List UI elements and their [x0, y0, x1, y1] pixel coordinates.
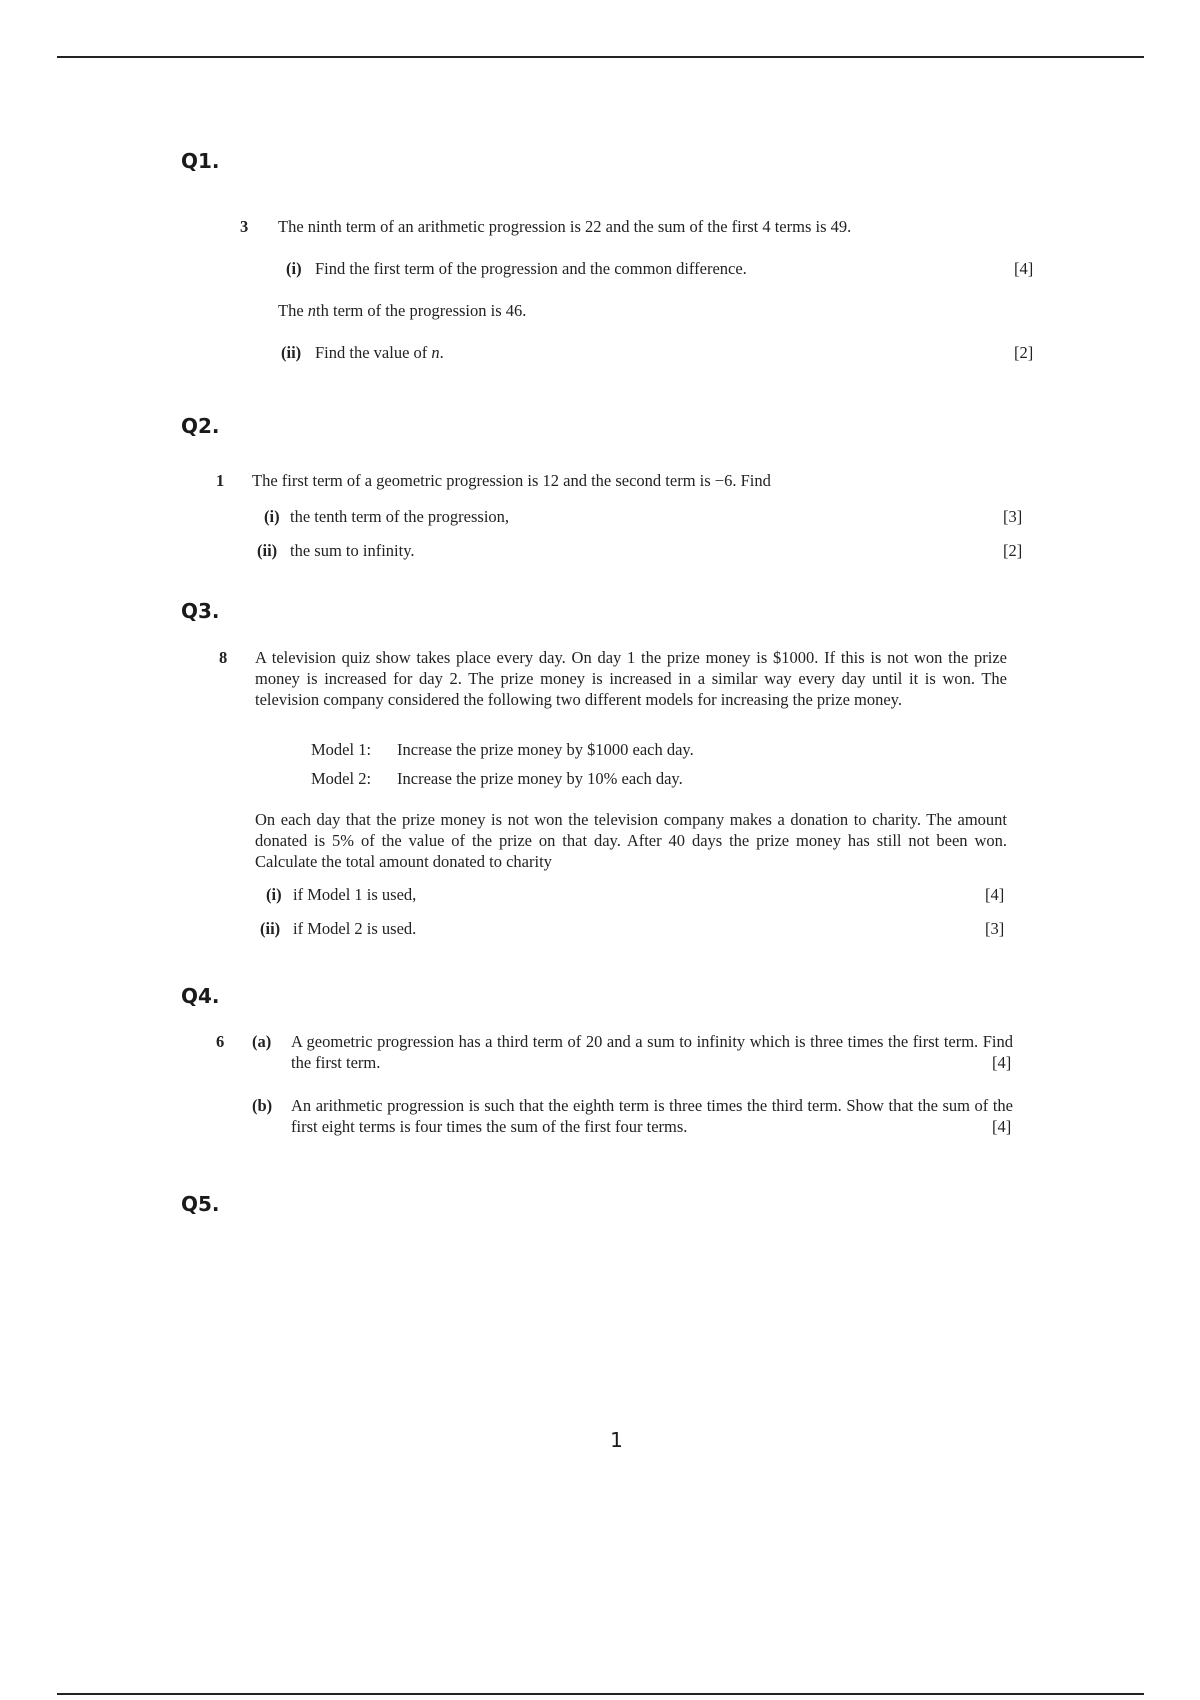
q1-nth-term-statement [278, 300, 526, 321]
q4-part-b-marks: [4] [992, 1117, 1012, 1136]
q3-model-2-text: Increase the prize money by 10% each day. [397, 769, 683, 788]
top-rule [57, 56, 1144, 58]
q1-nth-term-rest: th term of the progression is 46. [316, 301, 527, 320]
q1-nth-term-var: n [307, 301, 317, 320]
q1-part-ii-text [315, 342, 444, 363]
q1-part-i-marks: [4] [1014, 259, 1034, 278]
q3-model-2-label: Model 2: [311, 769, 372, 788]
q1-number: 3 [240, 217, 249, 236]
q2-heading: Q2. [181, 414, 220, 438]
q2-part-ii-text: the sum to infinity. [290, 541, 415, 560]
q2-part-ii-marks: [2] [1003, 541, 1023, 560]
q1-part-i-label: (i) [286, 259, 302, 278]
q4-part-b-label: (b) [252, 1096, 273, 1115]
q3-part-i-text: if Model 1 is used, [293, 885, 417, 904]
q2-number: 1 [216, 471, 225, 490]
q2-part-ii-label: (ii) [257, 541, 278, 560]
q3-heading: Q3. [181, 599, 220, 623]
bottom-rule [57, 1693, 1144, 1695]
q2-stem: The first term of a geometric progression is 12 and the second term is −6. Find [252, 471, 771, 490]
q1-part-ii-marks: [2] [1014, 343, 1034, 362]
q3-part-i-label: (i) [266, 885, 282, 904]
q3-part-ii-text: if Model 2 is used. [293, 919, 417, 938]
q2-part-i-text: the tenth term of the progression, [290, 507, 510, 526]
q1-heading: Q1. [181, 149, 220, 173]
q1-part-ii-var: n [431, 343, 440, 362]
q3-model-1-label: Model 1: [311, 740, 372, 759]
q4-number: 6 [216, 1032, 225, 1051]
q4-part-b-text: An arithmetic progression is such that the eighth term is three times the third term. Show that the sum of the first eight terms is four times the sum of the first four terms. [291, 1096, 1013, 1136]
q2-part-i-marks: [3] [1003, 507, 1023, 526]
q3-part-ii-label: (ii) [260, 919, 281, 938]
q4-heading: Q4. [181, 984, 220, 1008]
q5-heading: Q5. [181, 1192, 220, 1216]
q1-part-i-text: Find the first term of the progression and the common difference. [315, 259, 747, 278]
q3-paragraph-2: On each day that the prize money is not won the television company makes a donation to charity. The amount donated is 5% of the value of the prize on that day. After 40 days the prize money has still not been won. Calculate the total amount donated to charity [255, 810, 1007, 871]
q4-part-a-text: A geometric progression has a third term of 20 and a sum to infinity which is three times the first term. Find the first term. [291, 1032, 1013, 1072]
q1-part-ii-label: (ii) [281, 343, 302, 362]
q4-part-a-marks: [4] [992, 1053, 1012, 1072]
page-number: 1 [610, 1428, 623, 1452]
q1-part-ii-lead: Find the value of [315, 343, 432, 362]
q4-part-a-label: (a) [252, 1032, 272, 1051]
q1-part-ii-end: . [439, 343, 444, 362]
q2-part-i-label: (i) [264, 507, 280, 526]
q3-part-i-marks: [4] [985, 885, 1005, 904]
q1-nth-term-lead: The [278, 301, 308, 320]
q3-stem: A television quiz show takes place every day. On day 1 the prize money is $1000. If this is not won the prize money is increased for day 2. The prize money is increased in a similar way every day until it is won. The television company considered the following two different models for increasing the prize money. [255, 648, 1007, 709]
q1-stem: The ninth term of an arithmetic progression is 22 and the sum of the first 4 terms is 49. [278, 217, 852, 236]
q3-part-ii-marks: [3] [985, 919, 1005, 938]
q3-number: 8 [219, 648, 228, 667]
q3-model-1-text: Increase the prize money by $1000 each day. [397, 740, 694, 759]
